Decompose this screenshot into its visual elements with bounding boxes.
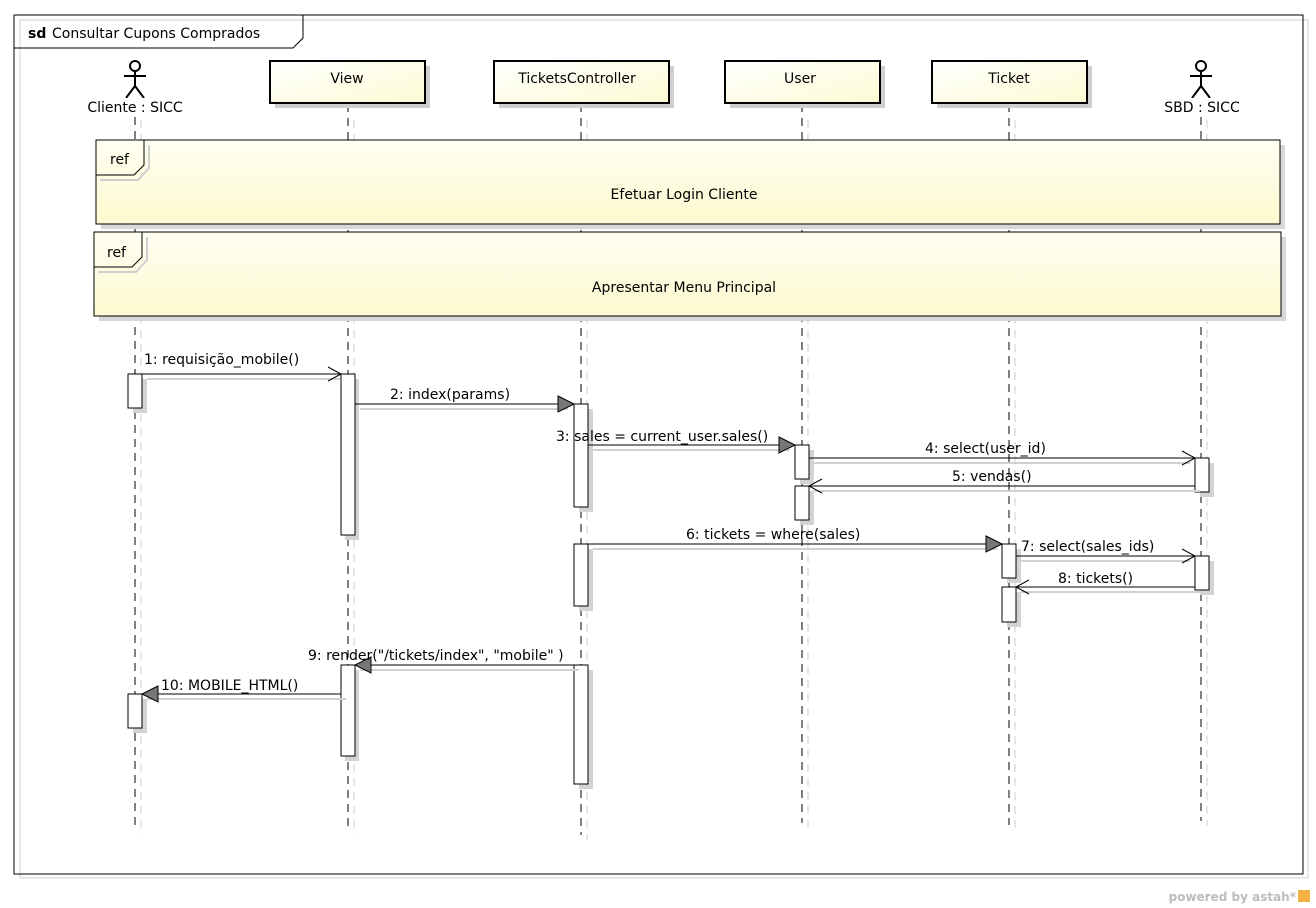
activation-sbd-1: [1195, 458, 1209, 492]
message-4: [809, 441, 1195, 465]
astah-logo-icon: [1298, 890, 1310, 902]
lifeline-ticket: [932, 61, 1092, 108]
ref-label-menu: Apresentar Menu Principal: [591, 280, 777, 296]
lifeline-user: [725, 61, 885, 108]
message-label-9: 9: render("/tickets/index", "mobile" ): [308, 648, 564, 664]
actor-label-cliente: Cliente : SICC: [87, 100, 183, 116]
activation-view-2: [341, 665, 355, 756]
astah-watermark: [1169, 890, 1310, 904]
messages: [142, 352, 1200, 702]
message-7: [1016, 539, 1195, 563]
ref-tag-login: ref: [110, 152, 129, 168]
activation-ticket-1: [1002, 544, 1016, 578]
actor-sbd: [1152, 61, 1252, 116]
ref-tag-menu: ref: [107, 245, 126, 261]
message-label-10: 10: MOBILE_HTML(): [161, 678, 299, 694]
lifeline-label-user: User: [784, 71, 816, 87]
ref-fragment-menu: [94, 232, 1286, 321]
message-2: [355, 387, 574, 412]
message-label-4: 4: select(user_id): [925, 441, 1046, 457]
activation-controller-2: [574, 544, 588, 606]
message-label-5: 5: vendas(): [952, 469, 1032, 485]
frame-keyword: sd: [28, 26, 47, 42]
activation-controller-3: [574, 665, 588, 784]
watermark-text: powered by astah*: [1168, 890, 1296, 904]
message-5: [809, 469, 1200, 493]
message-10: [142, 678, 346, 702]
activation-cliente-2: [128, 694, 142, 728]
lifeline-label-controller: TicketsController: [518, 71, 636, 87]
actor-cliente: [80, 61, 190, 116]
message-1: [142, 352, 341, 381]
message-label-6: 6: tickets = where(sales): [686, 527, 861, 543]
activation-user-1: [795, 445, 809, 479]
activation-cliente-1: [128, 374, 142, 408]
lifeline-controller: [494, 61, 674, 108]
message-6: [588, 527, 1002, 552]
message-label-3: 3: sales = current_user.sales(): [556, 429, 769, 445]
activation-sbd-2: [1195, 556, 1209, 590]
message-label-7: 7: select(sales_ids): [1021, 539, 1155, 555]
message-label-8: 8: tickets(): [1058, 571, 1134, 587]
stick-figure-icon: [1190, 61, 1212, 98]
activation-ticket-2: [1002, 587, 1016, 622]
activation-user-2: [795, 486, 809, 520]
actor-label-sbd: SBD : SICC: [1164, 100, 1240, 116]
lifeline-label-ticket: Ticket: [988, 71, 1030, 87]
activation-controller-1: [574, 404, 588, 507]
frame-title: Consultar Cupons Comprados: [52, 26, 261, 42]
message-label-1: 1: requisição_mobile(): [144, 352, 300, 368]
message-label-2: 2: index(params): [390, 387, 511, 403]
ref-fragment-login: [96, 140, 1285, 229]
activation-view-1: [341, 374, 355, 535]
lifeline-view: [270, 61, 430, 108]
message-8: [1016, 571, 1200, 594]
stick-figure-icon: [124, 61, 146, 98]
ref-label-login: Efetuar Login Cliente: [610, 187, 758, 203]
lifeline-label-view: View: [330, 71, 364, 87]
